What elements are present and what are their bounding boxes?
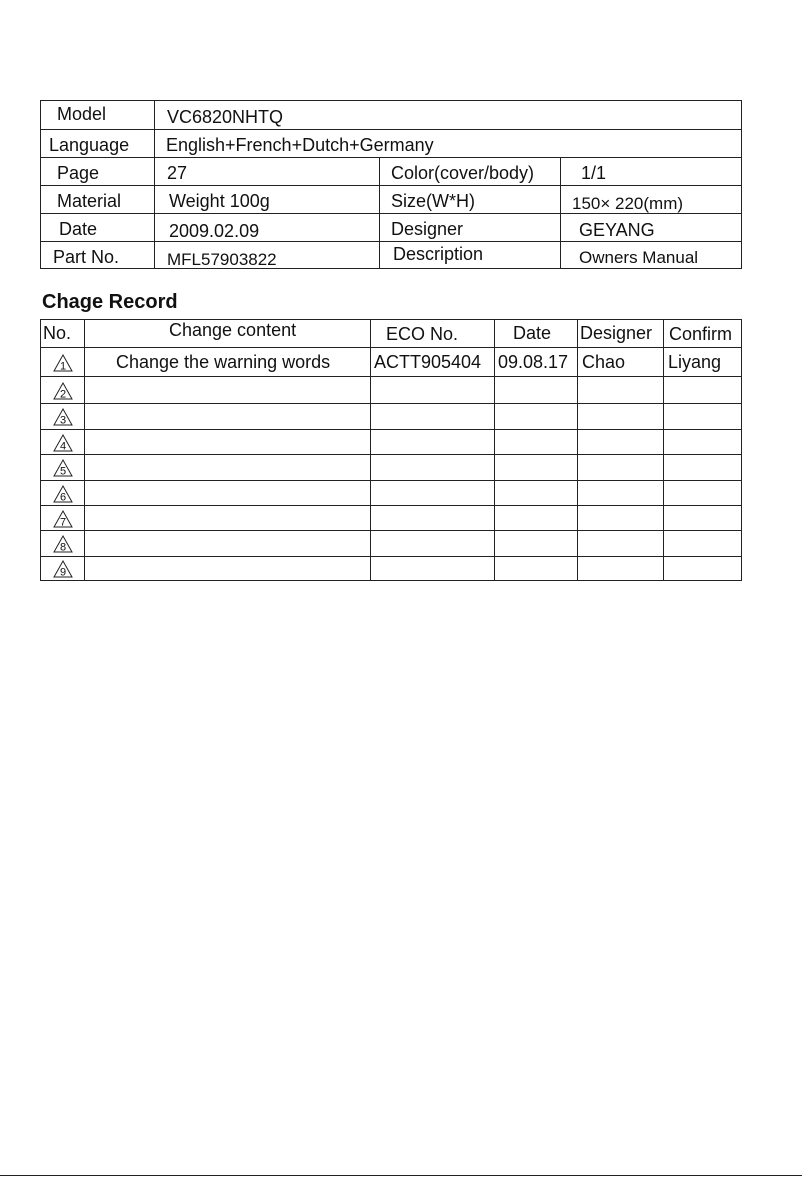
header-confirm: Confirm [669, 324, 733, 344]
description-value: Owners Manual [579, 248, 699, 267]
revision-number: 5 [59, 465, 67, 477]
revision-number: 9 [59, 566, 67, 578]
cell-confirm: Liyang [668, 352, 722, 372]
description-label: Description [393, 244, 484, 264]
page-label: Page [57, 163, 100, 183]
table-row [41, 530, 741, 556]
partno-label: Part No. [53, 247, 120, 267]
revision-triangle-icon [53, 382, 73, 400]
color-label: Color(cover/body) [391, 163, 535, 183]
table-row [41, 480, 741, 505]
revision-number: 8 [59, 541, 67, 553]
change-record-title: Chage Record [42, 291, 178, 313]
revision-triangle-icon [53, 408, 73, 426]
size-label: Size(W*H) [391, 191, 475, 211]
revision-triangle-icon [53, 510, 73, 528]
language-value: English+French+Dutch+Germany [166, 135, 434, 155]
spec-row-model [41, 101, 741, 129]
spec-row-date [41, 213, 741, 241]
color-value: 1/1 [581, 163, 607, 183]
partno-value: MFL57903822 [167, 250, 277, 269]
page-value: 27 [167, 163, 188, 183]
revision-triangle-icon [53, 535, 73, 553]
table-row [41, 505, 741, 530]
size-value: 150× 220(mm) [572, 194, 684, 213]
model-label: Model [57, 104, 107, 124]
material-label: Material [57, 191, 122, 211]
revision-number: 2 [59, 388, 67, 400]
change-record-header [41, 320, 741, 347]
header-eco: ECO No. [386, 324, 459, 344]
table-row [41, 403, 741, 429]
cell-designer: Chao [582, 352, 626, 372]
language-label: Language [49, 135, 130, 155]
revision-triangle-icon [53, 434, 73, 452]
table-row [41, 556, 741, 580]
revision-triangle-icon [53, 560, 73, 578]
table-row [41, 376, 741, 403]
header-content: Change content [169, 320, 297, 340]
header-date: Date [513, 323, 552, 343]
date-value: 2009.02.09 [169, 221, 260, 241]
table-row [41, 347, 741, 376]
material-value: Weight 100g [169, 191, 270, 211]
table-row [41, 429, 741, 454]
header-no: No. [43, 323, 72, 343]
header-designer: Designer [580, 323, 653, 343]
revision-number: 7 [59, 516, 67, 528]
cell-date: 09.08.17 [498, 352, 569, 372]
cell-content: Change the warning words [116, 352, 331, 372]
revision-triangle-icon [53, 354, 73, 372]
revision-number: 4 [59, 440, 67, 452]
table-row [41, 454, 741, 480]
designer-value: GEYANG [579, 220, 655, 240]
revision-number: 6 [59, 491, 67, 503]
designer-label: Designer [391, 219, 464, 239]
spec-table [40, 100, 742, 269]
spec-row-language [41, 129, 741, 157]
date-label: Date [59, 219, 98, 239]
spec-row-partno [41, 241, 741, 268]
change-record-table [40, 319, 742, 581]
revision-triangle-icon [53, 485, 73, 503]
revision-number: 3 [59, 414, 67, 426]
page-bottom-rule [0, 1175, 802, 1176]
spec-row-page [41, 157, 741, 185]
model-value: VC6820NHTQ [167, 107, 284, 127]
revision-number: 1 [59, 360, 67, 372]
cell-eco: ACTT905404 [374, 352, 482, 372]
spec-row-material [41, 185, 741, 213]
revision-triangle-icon [53, 459, 73, 477]
